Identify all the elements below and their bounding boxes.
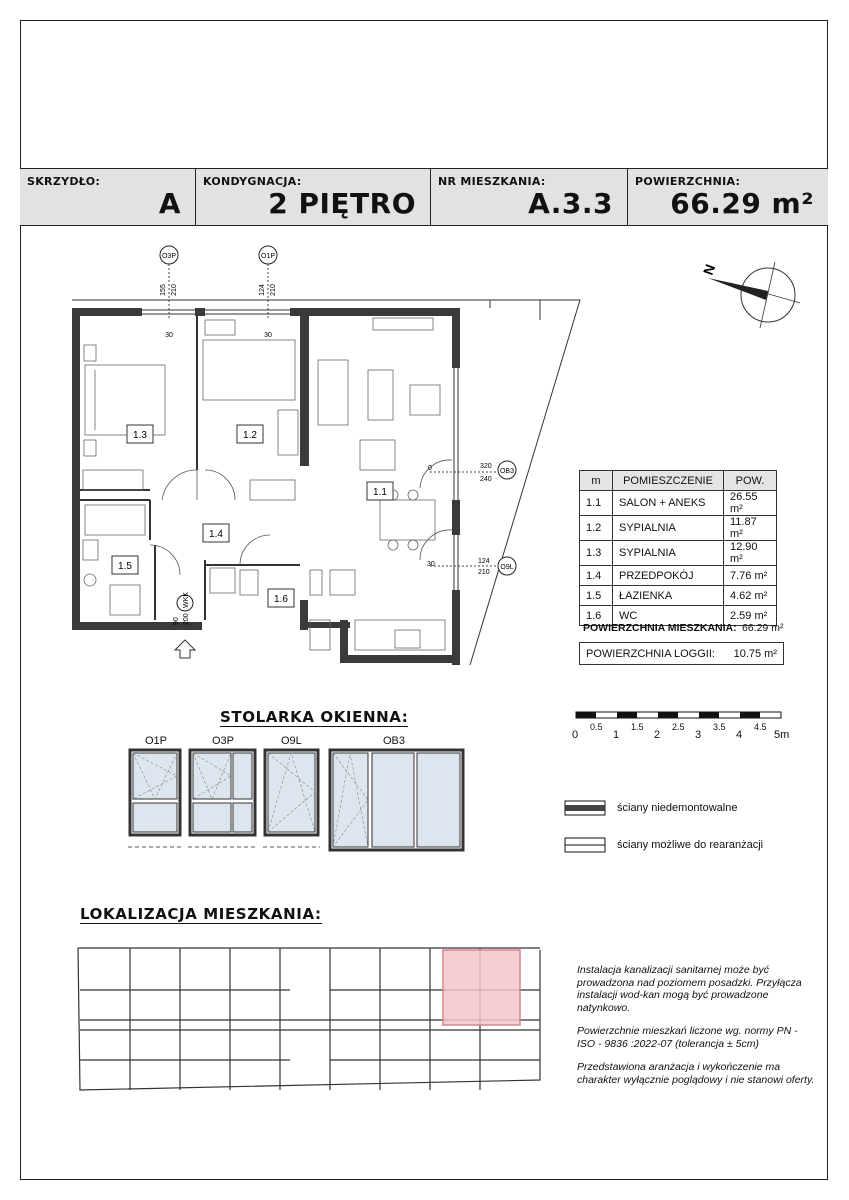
legend-removable-walls: ściany możliwe do rearanżacji: [617, 839, 764, 851]
loggia-box: [579, 642, 784, 665]
window-type-label: O9L: [281, 735, 302, 747]
col-number: m: [580, 471, 613, 491]
svg-text:124: 124: [478, 558, 490, 565]
scale-label: 5m: [774, 729, 790, 741]
svg-text:O1P: O1P: [260, 253, 276, 260]
svg-text:1.4: 1.4: [209, 529, 223, 540]
scale-label: 2: [654, 729, 661, 741]
svg-text:1.3: 1.3: [133, 430, 147, 441]
table-row: 1.2 SYPIALNIA 11.87 m²: [580, 516, 777, 541]
col-room: POMIESZCZENIE: [613, 471, 724, 491]
location-title: LOKALIZACJA MIESZKANIA:: [80, 905, 322, 923]
window-type-label: OB3: [383, 735, 406, 747]
svg-text:30: 30: [264, 332, 272, 339]
window-tag-o1p: [259, 246, 277, 339]
svg-text:210: 210: [270, 284, 277, 296]
svg-text:210: 210: [478, 569, 490, 576]
apartment-label: NR MIESZKANIA:: [438, 175, 546, 188]
window-tag-o3p: [160, 246, 178, 339]
svg-text:155: 155: [160, 284, 167, 296]
note-area-standard: Powierzchnie mieszkań liczone wg. normy PN - ISO - 9836 :2022-07 (tolerancja ± 5cm): [577, 1025, 798, 1050]
compass-icon: [700, 262, 800, 328]
svg-text:200: 200: [183, 613, 190, 625]
svg-text:1.5: 1.5: [118, 561, 132, 572]
floor-label: KONDYGNACJA:: [203, 175, 302, 188]
col-area: POW.: [724, 471, 777, 491]
window-type-label: O1P: [145, 735, 168, 747]
apartment-value: A.3.3: [528, 187, 613, 220]
svg-text:210: 210: [171, 284, 178, 296]
scale-label: 2.5: [672, 722, 685, 732]
loggia-outline: [72, 300, 580, 665]
wing-label: SKRZYDŁO:: [27, 175, 101, 188]
note-sewage: Instalacja kanalizacji sanitarnej może być prowadzona nad poziomem posadzki. Przyłącza instalacji wod-kan mogą być prowadzone natynkowo.: [577, 964, 802, 1014]
notes: [577, 964, 817, 1097]
scale-label: 0: [572, 729, 579, 741]
area-label: POWIERZCHNIA:: [635, 175, 741, 188]
note-disclaimer: Przedstawiona aranżacja i wykończenie ma charakter wyłącznie poglądowy i nie stanowi oferty.: [577, 1061, 815, 1086]
window-tag-ob3: [428, 461, 516, 483]
scale-label: 0.5: [590, 722, 603, 732]
svg-text:320: 320: [480, 463, 492, 470]
total-area-label: POWIERZCHNIA MIESZKANIA:: [583, 622, 737, 634]
loggia-value: 10.75 m²: [733, 648, 777, 660]
window-type-drawings: [130, 750, 463, 850]
floor-value: 2 PIĘTRO: [268, 187, 416, 220]
svg-text:O9L: O9L: [500, 564, 514, 571]
table-row: 1.4 PRZEDPOKÓJ 7.76 m²: [580, 566, 777, 586]
table-row: 1.3 SYPIALNIA 12.90 m²: [580, 541, 777, 566]
svg-text:0: 0: [428, 465, 432, 472]
window-tag-o9l: [427, 557, 516, 576]
scale-label: 4.5: [754, 722, 767, 732]
svg-text:1.1: 1.1: [373, 487, 387, 498]
compass-n: N: [699, 262, 719, 278]
table-row: 1.1 SALON + ANEKS 26.55 m²: [580, 491, 777, 516]
scale-label: 3.5: [713, 722, 726, 732]
svg-text:WKK: WKK: [183, 592, 190, 608]
svg-text:240: 240: [480, 476, 492, 483]
svg-text:O3P: O3P: [161, 253, 177, 260]
door-swings: [150, 460, 452, 575]
legend-bearing-walls: ściany niedemontowalne: [617, 802, 738, 814]
scale-label: 3: [695, 729, 702, 741]
svg-text:1.2: 1.2: [243, 430, 257, 441]
area-value: 66.29 m²: [670, 187, 814, 220]
scale-label: 4: [736, 729, 743, 741]
scale-bar: [576, 712, 781, 718]
rooms-table: [579, 470, 777, 626]
svg-text:90: 90: [173, 617, 180, 625]
table-row: 1.5 ŁAZIENKA 4.62 m²: [580, 586, 777, 606]
svg-text:124: 124: [259, 284, 266, 296]
legend-swatches: [565, 801, 605, 852]
joinery-title: STOLARKA OKIENNA:: [220, 708, 409, 726]
svg-text:30: 30: [165, 332, 173, 339]
svg-text:1.6: 1.6: [274, 594, 288, 605]
table-row: 1.6 WC 2.59 m²: [580, 606, 777, 626]
total-area-value: 66.29 m²: [742, 622, 784, 634]
svg-text:OB3: OB3: [499, 468, 515, 475]
rooms-table-header: [580, 471, 777, 491]
apartment-highlight: [443, 950, 520, 1025]
scale-label: 1: [613, 729, 620, 741]
window-type-label: O3P: [212, 735, 235, 747]
loggia-label: POWIERZCHNIA LOGGII:: [586, 648, 715, 660]
bearing-walls: [72, 308, 460, 665]
scale-label: 1.5: [631, 722, 644, 732]
wing-value: A: [158, 187, 181, 220]
svg-text:30: 30: [427, 561, 435, 568]
